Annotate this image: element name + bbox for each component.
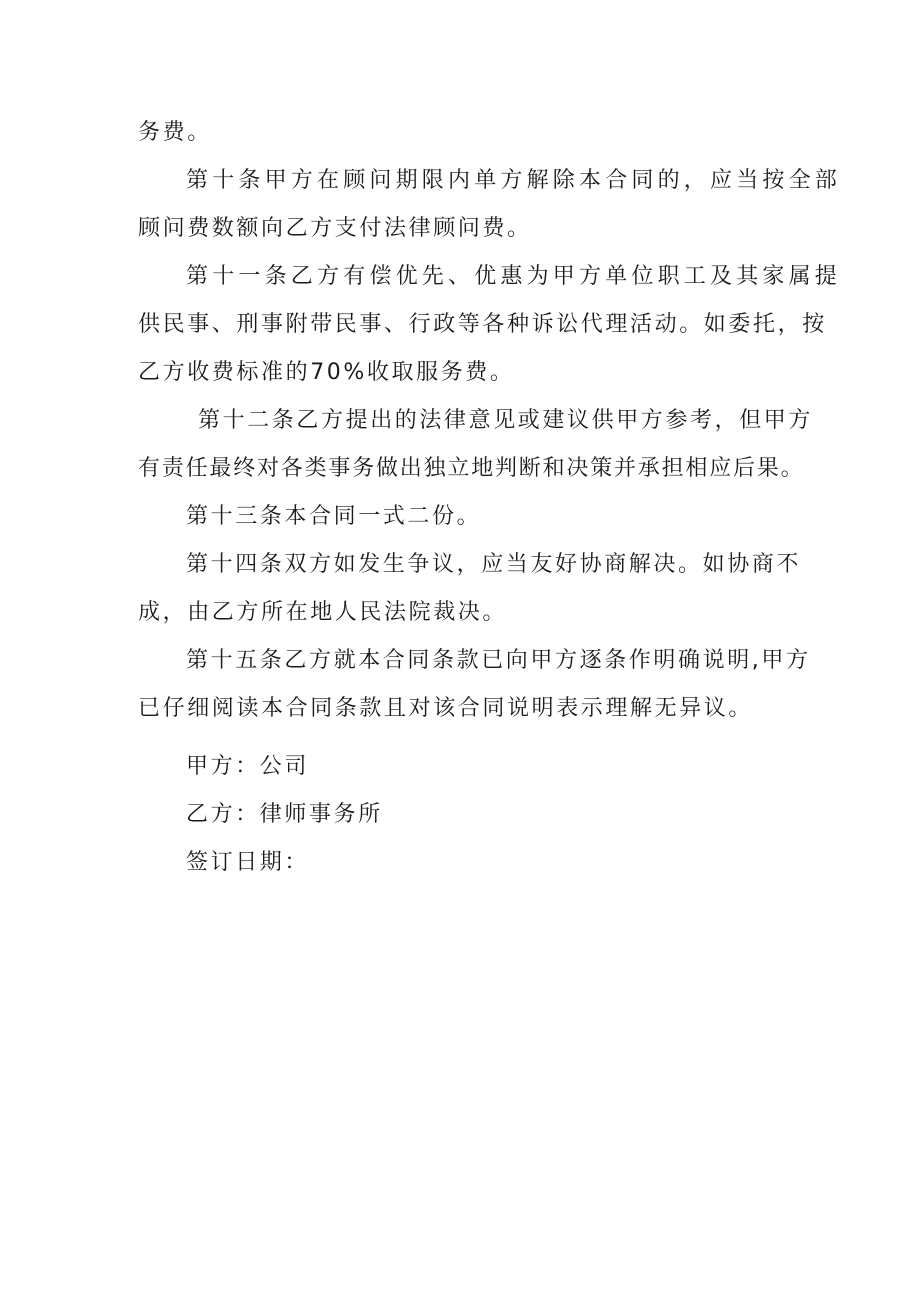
article-12-line-1: 第十二条乙方提出的法律意见或建议供甲方参考，但甲方 bbox=[198, 408, 814, 433]
article-14-line-2: 成，由乙方所在地人民法院裁决。 bbox=[138, 600, 508, 625]
signing-date-line: 签订日期： bbox=[186, 850, 310, 875]
article-12-line-2: 有责任最终对各类事务做出独立地判断和决策并承担相应后果。 bbox=[138, 456, 805, 481]
article-15-line-2: 已仔细阅读本合同条款且对该合同说明表示理解无异议。 bbox=[138, 696, 754, 721]
article-10-line-2: 顾问费数额向乙方支付法律顾问费。 bbox=[138, 216, 532, 241]
article-14-line-1: 第十四条双方如发生争议，应当友好协商解决。如协商不 bbox=[186, 552, 802, 577]
text-line: 务费。 bbox=[138, 120, 212, 145]
article-13-line-1: 第十三条本合同一式二份。 bbox=[186, 504, 482, 529]
article-11-line-1: 第十一条乙方有偿优先、优惠为甲方单位职工及其家属提 bbox=[186, 264, 842, 289]
party-a-signature-line: 甲方：公司 bbox=[186, 754, 310, 779]
article-11-line-3: 乙方收费标准的70%收取服务费。 bbox=[138, 360, 515, 385]
article-11-line-2: 供民事、刑事附带民事、行政等各种诉讼代理活动。如委托，按 bbox=[138, 312, 827, 337]
article-15-line-1: 第十五条乙方就本合同条款已向甲方逐条作明确说明,甲方 bbox=[186, 648, 811, 673]
party-b-signature-line: 乙方：律师事务所 bbox=[186, 802, 383, 827]
article-10-line-1: 第十条甲方在顾问期限内单方解除本合同的，应当按全部 bbox=[186, 168, 842, 193]
